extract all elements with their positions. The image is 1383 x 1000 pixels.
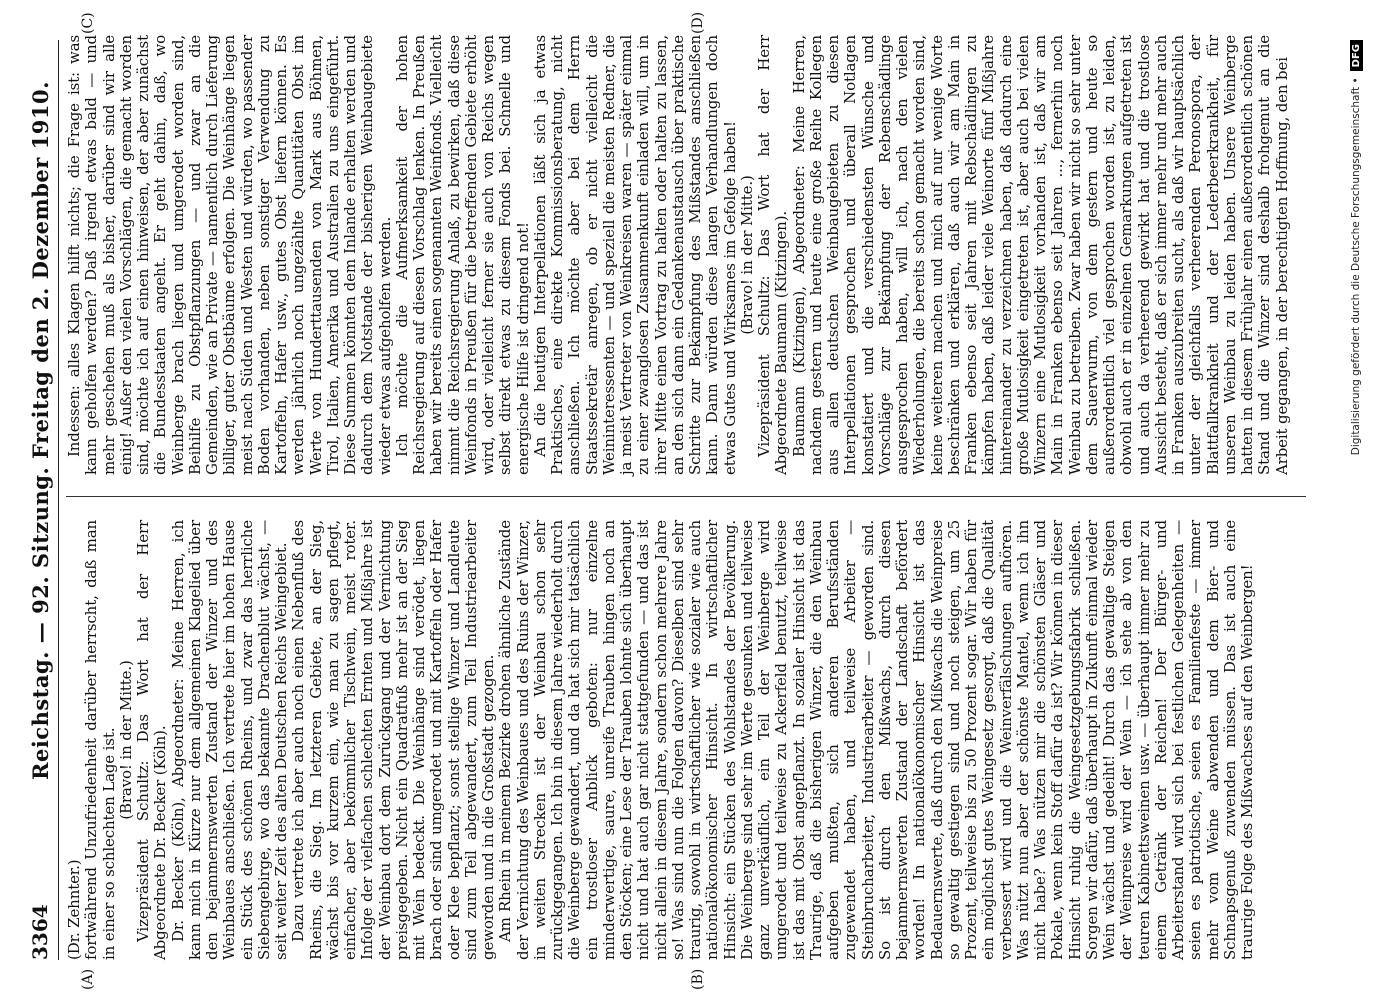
- credit-text: Digitalisierung gefördert durch die Deutsche Forschungsgemeinschaft •: [1350, 77, 1362, 456]
- speech-paragraph: An die heutigen Interpellationen läßt sich ja etwas Praktisches, eine direkte Kommissionsberatung, nicht anschließen. Ich möchte aber bei dem Herrn Staatssekretär anregen, ob er nicht vielleicht die Weininteressenten — und speziell die meisten Redner, die ja meist Vertreter von Weinkreisen waren — später einmal zu einer zwanglosen Zusammenkunft einladen will, um in ihrer Mitte einen Vortrag zu halten oder halten zu lassen, an den sich dann ein Gedankenaustausch über praktische Schritte zur Bekämpfung des Mißstandes anschließen kann. Dann würden diese langen Verhandlungen doch etwas Gutes und Wirksames im Gefolge haben!: [530, 35, 739, 475]
- margin-mark-b: (B): [690, 968, 706, 990]
- paragraph: fortwährend Unzufriedenheit darüber herrscht, daß man in einer so schlechten Lage ist.: [82, 520, 118, 960]
- right-column: [66, 35, 1306, 475]
- page-header: [22, 40, 59, 960]
- speech-paragraph: Dr. Becker (Köln), Abgeordneter: Meine Herren, ich kann mich in Kürze nur dem allgemeinen Klagelied über den bejammernswerten Zustand der Winzer und des Weinbaues anschließen. Ich vertrete hier im hohen Hause ein Stück des schönen Rheins, und zwar das herrliche Siebengebirge, wo das bekannte Drachenblut wächst, — seit weiter Zeit des alten Deutschen Reichs Weingebiet.: [168, 520, 290, 960]
- chair-announcement: Vizepräsident Schultz: Das Wort hat der Herr Abgeordnete Baumann (Kitzingen).: [755, 35, 791, 475]
- running-head: Reichstag. — 92. Sitzung. Freitag den 2. Dezember 1910.: [28, 81, 53, 780]
- left-column: [66, 520, 1306, 960]
- applause-note: (Bravo! in der Mitte.): [737, 175, 756, 335]
- speech-paragraph: Am Rhein in meinem Bezirke drohen ähnliche Zustände der Vernichtung des Weinbaues und des Ruins der Winzer, in weiten Strecken ist der Weinbau schon sehr zurückgegangen. Ich bin in diesem Jahre wiederholt durch die Weinberge gewandert, und da hat sich mir tatsächlich ein trostloser Anblick geboten: nur einzelne minderwertige, saure, unreife Trauben hingen noch an den Stöcken; eine Lese der Trauben lohnte sich überhaupt nicht und hat auch gar nicht stattgefunden — und das ist nicht allein in diesem Jahre, sondern schon mehrere Jahre so! Was sind nun die Folgen davon? Dieselben sind sehr traurig, sowohl in wirtschaftlicher wie sozialer wie auch nationalökonomischer Hinsicht. In wirtschaftlicher Hinsicht: ein Stücken des Wohlstandes der Bevölkerung. Die Weinberge sind sehr im Werte gesunken und teilweise ganz unverkäuflich, ein Teil der Weinberge wird umgerodet und teilweise zu Ackerfeld benutzt, teilweise ist das mit Obst angepflanzt. In sozialer Hinsicht ist das Traurige, daß die bisherigen Winzer, die den Weinbau aufgeben mußten, sich anderen Berufsständen zugewendet haben, und teilweise Arbeiter — Steinbrucharbeiter, Industriearbeiter — geworden sind. So ist durch den Mißwachs, durch diesen bejammernswerten Zustand der Landschaft befördert worden! In nationalökonomischer Hinsicht ist das Bedauernswerte, daß durch den Mißwachs die Weinpreise so gewaltig gestiegen sind und noch steigen, um 25 Prozent, teilweise bis zu 50 Prozent sogar. Wir haben für ein möglichst gutes Weingesetz gesorgt, daß die Qualität verbessert wird und die Weinverfälschungen aufhören. Was nützt nun aber der schönste Mantel, wenn ich ihn nicht habe? Was nützen mir die schönsten Gläser und Pokale, wenn kein Stoff dafür da ist? Wir können in dieser Hinsicht ruhig die Weingesetzgebungsfabrik schließen. Sorgen wir dafür, daß überhaupt in Zukunft einmal wieder Wein wächst und gedeiht! Durch das gewaltige Steigen der Weinpreise wird der Wein — ich sehe ab von den teuren Kabinettsweinen usw. — überhaupt immer mehr zu einem Getränk der Reichen! Der Bürger- und Arbeiterstand wird sich bei festlichen Gelegenheiten — seien es patriotische, seien es Familienfeste — immer mehr vom Weine abwenden und dem Bier- und Schnapsgenuß zuwenden müssen. Das ist auch eine traurige Folge des Mißwachses auf den Weinbergen!: [496, 520, 1256, 960]
- chair-announcement: Vizepräsident Schultz: Das Wort hat der Herr Abgeordnete Dr. Becker (Köln).: [134, 520, 170, 960]
- speech-paragraph: Baumann (Kitzingen), Abgeordneter: Meine Herren, nachdem gestern und heute eine große Reihe Kollegen aus allen deutschen Weinbaugebieten zu diesen Interpellationen gesprochen und überall Notlagen konstatiert und die verschiedensten Wünsche und Vorschläge zur Bekämpfung der Rebenschädlinge ausgesprochen haben, will ich, nach den vielen Wiederholungen, die bereits schon gemacht worden sind, keine weiteren machen und mich auf nur wenige Worte beschränken und erklären, daß auch wir am Main in Franken ebenso seit Jahren mit Rebschädlingen zu kämpfen haben, daß leider viele Weinorte fünf Mißjahre hintereinander zu verzeichnen haben, daß dadurch eine große Mutlosigkeit eingetreten ist, aber auch bei vielen Winzern eine Mutlosigkeit vorhanden ist, daß wir am Main in Franken ebenso seit Jahren ..., fernerhin noch Weinbau zu betreiben. Zwar haben wir nicht so sehr unter dem Sauerwurm, von dem gestern und heute so außerordentlich viel gesprochen worden ist, zu leiden, obwohl auch er in einzelnen Gemarkungen aufgetreten ist und auch da verheerend gewirkt hat und die trostlose Aussicht besteht, daß er sich immer mehr und mehr auch in Franken auszubreiten sucht, als daß wir hauptsächlich unter der gleichfalls verheerenden Peronospora, der Blattfallkrankheit und der Lederbeerkrankheit, für unseren Weinbau zu leiden haben. Unsere Weinberge hatten in diesem Frühjahr einen außerordentlich schönen Stand und die Winzer sind deshalb frohgemut an die Arbeit gegangen, in der berechtigten Hoffnung, den bei: [789, 35, 1291, 475]
- dfg-logo: DFG: [1350, 40, 1363, 71]
- page-number: 3364: [28, 904, 52, 960]
- applause-note: (Bravo! in der Mitte.): [116, 660, 135, 820]
- margin-mark-a: (A): [80, 968, 96, 990]
- speaker-note: (Dr. Zehnter.): [65, 859, 83, 960]
- speech-paragraph: Dazu vertrete ich aber auch noch einen Nebenfluß des Rheins, die Sieg. Im letzteren Gebiete, an der Sieg, wächst bis vor kurzem ein, wie man zu sagen pflegt, einfacher, aber bekömmlicher Tischwein, meist roter. Infolge der vielfachen schlechten Ernten und Mißjahre ist der Weinbau dort dem Zurückgang und der Vernichtung preisgegeben. Nicht ein Quadratfuß mehr ist an der Sieg mit Wein bedeckt. Die Weinhänge sind verödet, liegen brach oder sind umgerodet und mit Kartoffeln oder Hafer oder Klee bepflanzt; sonst stellige Winzer und Landleute sind zum Teil abgewandert, zum Teil Industriearbeiter geworden und in die Großstadt gezogen.: [289, 520, 497, 960]
- speech-paragraph: Ich möchte die Aufmerksamkeit der hohen Reichsregierung auf diesen Vorschlag lenken. In Preußen haben wir bereits einen sogenannten Weinfonds. Vielleicht nimmt die Reichsregierung Anlaß, zu bewirken, daß diese Weinfonds in Preußen für die betreffenden Gebiete erhöht wird, oder vielleicht ferner sie auch von Reichs wegen selbst direkt etwas zu diesem Fonds bei. Schnelle und energische Hilfe ist dringend not!: [392, 35, 532, 475]
- margin-mark-d: (D): [690, 11, 706, 34]
- digitization-credit: [1350, 40, 1363, 960]
- margin-mark-c: (C): [80, 12, 96, 34]
- column-divider: [66, 496, 1306, 497]
- speech-paragraph: Indessen: alles Klagen hilft nichts; die Frage ist: was kann geholfen werden? Daß irgend etwas bald — und mehr geschehen muß als bisher, darüber sind wir alle einig! Außer den vielen Vorschlägen, die gemacht worden sind, möchte ich auf einen hinweisen, der aber zunächst die Bundesstaaten angeht. Er geht dahin, daß, wo Weinberge brach liegen und umgerodet worden sind, Beihilfe zu Obstpflanzungen — und zwar an die Gemeinden, wie an Private — namentlich durch Lieferung billiger, guter Obstbäume erfolgen. Die Weinhänge liegen meist nach Süden und Westen und würden, wo passender Boden vorhanden, neben sonstiger Verwendung zu Kartoffeln, Hafer usw., gutes Obst liefern können. Es werden jährlich noch ungezählte Quantitäten Obst im Werte von Hunderttausenden von Mark aus Böhmen, Tirol, Italien, Amerika und Australien zu uns eingeführt. Diese Summen könnten dem Inlande erhalten werden und dadurch dem Notstande der bisherigen Weinbaugebiete wieder etwas aufgeholfen werden.: [65, 35, 394, 475]
